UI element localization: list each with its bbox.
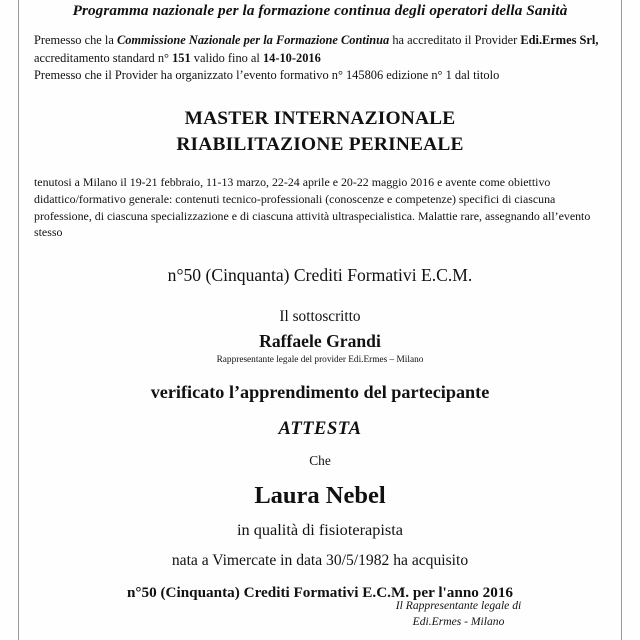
course-description: tenutosi a Milano il 19-21 febbraio, 11-13 marzo, 22-24 aprile e 20-22 maggio 2016 e avente come obiettivo didattico/formativo generale: contenuti tecnico-professionali (conoscenze e competenze) specifici di ciascuna professione, di ciascuna specializzazione e di ciascuna attività ultraspecialistica. Malattie rare, assegnando all’evento stesso — [34, 175, 591, 240]
signature-role-line: Il Rappresentante legale di — [395, 599, 522, 612]
certificate-content — [19, 0, 621, 640]
course-title-line-2: RIABILITAZIONE PERINEALE — [176, 133, 464, 155]
premise-commission-name: Commissione Nazionale per la Formazione Continua — [116, 33, 390, 47]
page-frame-right-rule — [621, 0, 622, 640]
signer-name: Raffaele Grandi — [259, 330, 381, 351]
signature-org-line: Edi.Ermes - Milano — [412, 614, 505, 628]
premise-provider-name: Edi.Ermes Srl, — [520, 33, 599, 47]
premise-accreditation-date: 14-10-2016 — [262, 50, 321, 65]
undersigned-label: Il sottoscritto — [279, 308, 361, 326]
verification-statement: verificato l’apprendimento del partecipante — [150, 381, 490, 402]
premise-accreditation-number: 151 — [172, 50, 191, 65]
attests-heading: ATTESTA — [278, 417, 362, 439]
recipient-profession: in qualità di fisioterapista — [237, 520, 403, 540]
credits-awarded-top: n°50 (Cinquanta) Crediti Formativi E.C.M. — [167, 265, 473, 286]
recipient-birth-details: nata a Vimercate in data 30/5/1982 ha acquisito — [171, 551, 469, 569]
premise-line1-part2: ha accreditato il Provider — [389, 33, 521, 47]
recipient-name: Laura Nebel — [254, 482, 386, 509]
premise-line2-part2: valido fino al — [190, 50, 263, 65]
program-title: Programma nazionale per la formazione continua degli operatori della Sanità — [72, 2, 568, 19]
premise-line2-part1: accreditamento standard n° — [34, 50, 173, 65]
that-connector: Che — [309, 452, 331, 468]
signature-block — [0, 598, 625, 630]
premise-paragraph — [34, 32, 606, 85]
course-title-line-1: MASTER INTERNAZIONALE — [184, 107, 456, 129]
credits-awarded-bottom: n°50 (Cinquanta) Crediti Formativi E.C.M. per l'anno 2016 — [126, 583, 514, 601]
premise-line1-part1: Premesso che la — [34, 33, 117, 47]
premise-line3: Premesso che il Provider ha organizzato l’evento formativo n° 145806 edizione n° 1 dal titolo — [34, 68, 500, 83]
course-title — [34, 106, 606, 158]
signer-role: Rappresentante legale del provider Edi.Ermes – Milano — [216, 354, 424, 365]
